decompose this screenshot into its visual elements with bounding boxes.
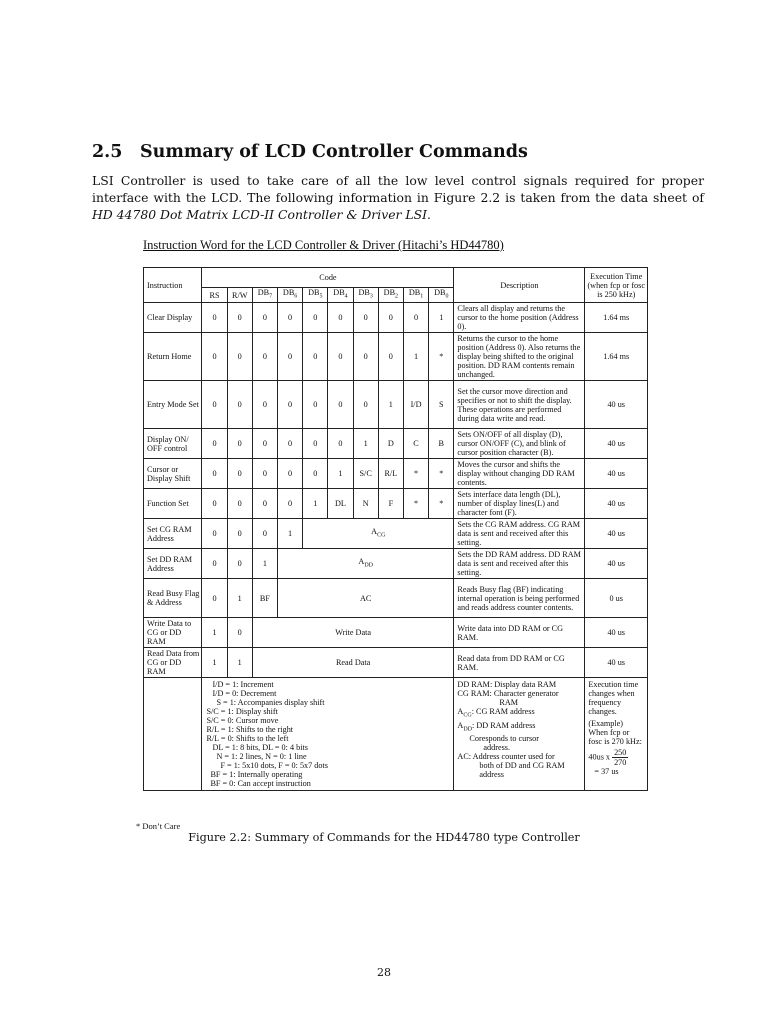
- code-cell: 0: [378, 333, 403, 381]
- abbrev-line: both of DD and CG RAM: [479, 761, 565, 771]
- address-cell: $A_{CG}$: [303, 519, 454, 549]
- code-cell: 0: [328, 333, 353, 381]
- intro-paragraph: [92, 172, 704, 223]
- code-cell: 0: [378, 303, 403, 333]
- code-cell: 0: [278, 459, 303, 489]
- exec-note-cell: [585, 678, 648, 791]
- code-cell: 0: [252, 519, 277, 549]
- legend-line: R/L = 0: Shifts to the left: [206, 734, 289, 743]
- page-number: 28: [377, 966, 391, 979]
- exec-note-line: = 37 us: [594, 767, 619, 776]
- description-cell: Sets interface data length (DL), number of display lines(L) and character font (F).: [454, 489, 585, 519]
- data-cell: Read Data: [252, 648, 454, 678]
- code-cell: S: [429, 381, 454, 429]
- code-cell: 1: [202, 648, 227, 678]
- ac-cell: AC: [278, 579, 454, 618]
- legend-line: R/L = 1: Shifts to the right: [206, 725, 294, 734]
- code-cell: 1: [403, 333, 428, 381]
- code-cell: 0: [353, 303, 378, 333]
- instruction-name: Write Data to CG or DD RAM: [144, 618, 202, 648]
- code-cell: 0: [252, 381, 277, 429]
- exec-time-cell: 40 us: [585, 459, 648, 489]
- table-row: [144, 333, 648, 381]
- exec-time-cell: 40 us: [585, 381, 648, 429]
- code-cell: 0: [278, 333, 303, 381]
- code-cell: F: [378, 489, 403, 519]
- table-row: [144, 303, 648, 333]
- code-cell: 0: [328, 381, 353, 429]
- abbrev-line: Coresponds to cursor: [469, 734, 540, 744]
- code-cell: *: [429, 489, 454, 519]
- code-cell: D: [378, 429, 403, 459]
- exec-note-line: (Example): [588, 719, 623, 728]
- header-rs: RS: [202, 288, 227, 303]
- description-cell: Moves the cursor and shifts the display without changing DD RAM contents.: [454, 459, 585, 489]
- code-cell: 0: [252, 459, 277, 489]
- code-cell: *: [429, 333, 454, 381]
- exec-time-cell: 40 us: [585, 549, 648, 579]
- legend-line: BF = 0: Can accept instruction: [210, 779, 311, 788]
- code-cell: 0: [202, 381, 227, 429]
- code-cell: 0: [202, 579, 227, 618]
- description-cell: Sets ON/OFF of all display (D), cursor ON/OFF (C), and blink of cursor position character (B).: [454, 429, 585, 459]
- exec-time-cell: 1.64 ms: [585, 303, 648, 333]
- code-cell: 1: [303, 489, 328, 519]
- abbrev-line: $A_{CG}$: CG RAM address: [457, 707, 535, 719]
- code-cell: 0: [252, 489, 277, 519]
- code-cell: S/C: [353, 459, 378, 489]
- table-row: [144, 648, 648, 678]
- code-cell: 0: [202, 549, 227, 579]
- code-cell: 0: [303, 381, 328, 429]
- code-cell: R/L: [378, 459, 403, 489]
- code-cell: 0: [227, 618, 252, 648]
- table-row: [144, 381, 648, 429]
- code-cell: 0: [278, 429, 303, 459]
- abbrev-line: address: [479, 770, 504, 780]
- instruction-name: Display ON/ OFF control: [144, 429, 202, 459]
- code-cell: 0: [227, 489, 252, 519]
- header-instruction: Instruction: [144, 268, 202, 303]
- table-row: [144, 549, 648, 579]
- code-cell: 0: [202, 519, 227, 549]
- header-db7: $DB_7$: [252, 288, 277, 303]
- header-db0: $DB_0$: [429, 288, 454, 303]
- legend-empty-cell: [144, 678, 202, 791]
- code-cell: 1: [227, 579, 252, 618]
- code-cell: 0: [252, 303, 277, 333]
- description-cell: Sets the DD RAM address. DD RAM data is sent and received after this setting.: [454, 549, 585, 579]
- legend-line: S/C = 0: Cursor move: [206, 716, 279, 725]
- header-db3: $DB_3$: [353, 288, 378, 303]
- header-db2: $DB_2$: [378, 288, 403, 303]
- section-number: 2.5: [92, 142, 123, 162]
- code-cell: 0: [227, 381, 252, 429]
- section-heading: [92, 142, 528, 162]
- code-cell: 0: [328, 429, 353, 459]
- code-cell: 0: [353, 381, 378, 429]
- legend-line: S/C = 1: Display shift: [206, 707, 278, 716]
- description-cell: Sets the CG RAM address. CG RAM data is sent and received after this setting.: [454, 519, 585, 549]
- code-cell: 0: [278, 381, 303, 429]
- code-cell: 0: [252, 429, 277, 459]
- abbrev-line: CG RAM: Character generator: [457, 689, 559, 698]
- exec-time-cell: 40 us: [585, 489, 648, 519]
- instruction-name: Function Set: [144, 489, 202, 519]
- description-cell: Returns the cursor to the home position (Address 0). Also returns the display being shifted to the original position. DD RAM contents remain unchanged.: [454, 333, 585, 381]
- code-cell: 1: [278, 519, 303, 549]
- abbrev-line: address.: [483, 743, 511, 753]
- code-cell: I/D: [403, 381, 428, 429]
- table-row: [144, 618, 648, 648]
- header-description: Description: [454, 268, 585, 303]
- code-cell: 1: [202, 618, 227, 648]
- legend-line: N = 1: 2 lines, N = 0: 1 line: [216, 752, 307, 761]
- code-cell: 0: [227, 333, 252, 381]
- code-cell: 0: [227, 519, 252, 549]
- code-cell: *: [429, 459, 454, 489]
- instruction-name: Set DD RAM Address: [144, 549, 202, 579]
- code-cell: 0: [303, 303, 328, 333]
- abbrev-line: AC: Address counter used for: [457, 752, 555, 762]
- code-cell: 1: [227, 648, 252, 678]
- description-cell: Write data into DD RAM or CG RAM.: [454, 618, 585, 648]
- legend-row: [144, 678, 648, 791]
- code-cell: 0: [202, 333, 227, 381]
- code-cell: *: [403, 489, 428, 519]
- exec-time-cell: 40 us: [585, 618, 648, 648]
- legend-line: I/D = 1: Increment: [212, 680, 274, 689]
- exec-note-line: Execution time changes when frequency changes.: [588, 680, 639, 716]
- code-cell: 0: [303, 459, 328, 489]
- code-cell: 1: [252, 549, 277, 579]
- instruction-name: Clear Display: [144, 303, 202, 333]
- code-cell: 0: [227, 549, 252, 579]
- table-row: [144, 579, 648, 618]
- exec-note-formula: 40us x $\frac{250}{270}$: [588, 748, 627, 767]
- table-row: [144, 489, 648, 519]
- code-cell: 0: [303, 429, 328, 459]
- legend-line: S = 1: Accompanies display shift: [216, 698, 325, 707]
- abbreviation-cell: [454, 678, 585, 791]
- intro-end: .: [427, 207, 431, 222]
- header-db4: $DB_4$: [328, 288, 353, 303]
- abbrev-line: DD RAM: Display data RAM: [457, 680, 557, 689]
- description-cell: Set the cursor move direction and specifies or not to shift the display. These operations are performed during data write and read.: [454, 381, 585, 429]
- instruction-name: Cursor or Display Shift: [144, 459, 202, 489]
- address-cell: $A_{DD}$: [278, 549, 454, 579]
- table-title: Instruction Word for the LCD Controller & Driver (Hitachi’s HD44780): [143, 238, 504, 252]
- code-cell: 0: [202, 489, 227, 519]
- instruction-name: Read Data from CG or DD RAM: [144, 648, 202, 678]
- code-cell: *: [403, 459, 428, 489]
- table-row: [144, 459, 648, 489]
- code-cell: 0: [252, 333, 277, 381]
- figure-caption: Figure 2.2: Summary of Commands for the HD44780 type Controller: [188, 831, 580, 844]
- abbrev-line: RAM: [499, 698, 519, 707]
- exec-time-cell: 40 us: [585, 648, 648, 678]
- legend-line: I/D = 0: Decrement: [212, 689, 277, 698]
- legend-cell: [202, 678, 454, 791]
- code-cell: 0: [202, 429, 227, 459]
- header-db1: $DB_1$: [403, 288, 428, 303]
- legend-line: F = 1: 5x10 dots, F = 0: 5x7 dots: [220, 761, 328, 770]
- data-cell: Write Data: [252, 618, 454, 648]
- instruction-name: Read Busy Flag & Address: [144, 579, 202, 618]
- code-cell: 1: [353, 429, 378, 459]
- code-cell: 0: [403, 303, 428, 333]
- intro-italic: HD 44780 Dot Matrix LCD-II Controller & Driver LSI: [92, 207, 427, 222]
- code-cell: 0: [303, 333, 328, 381]
- code-cell: 0: [202, 459, 227, 489]
- code-cell: 0: [227, 429, 252, 459]
- header-exec-time: Execution Time (when fcp or fosc is 250 kHz): [585, 268, 648, 303]
- command-table: [143, 267, 648, 791]
- code-cell: 0: [328, 303, 353, 333]
- abbrev-line: $A_{DD}$: DD RAM address: [457, 720, 536, 733]
- exec-time-cell: 0 us: [585, 579, 648, 618]
- legend-line: DL = 1: 8 bits, DL = 0: 4 bits: [212, 743, 308, 752]
- description-cell: Clears all display and returns the cursor to the home position (Address 0).: [454, 303, 585, 333]
- legend-line: BF = 1: Internally operating: [210, 770, 303, 779]
- code-cell: 0: [278, 489, 303, 519]
- description-cell: Reads Busy flag (BF) indicating internal operation is being performed and reads address counter contents.: [454, 579, 585, 618]
- code-cell: 1: [378, 381, 403, 429]
- code-cell: BF: [252, 579, 277, 618]
- description-cell: Read data from DD RAM or CG RAM.: [454, 648, 585, 678]
- code-cell: B: [429, 429, 454, 459]
- header-code: Code: [202, 268, 454, 288]
- code-cell: 1: [328, 459, 353, 489]
- header-rw: R/W: [227, 288, 252, 303]
- code-cell: 1: [429, 303, 454, 333]
- code-cell: 0: [202, 303, 227, 333]
- code-cell: 0: [227, 303, 252, 333]
- header-db6: $DB_6$: [278, 288, 303, 303]
- instruction-name: Set CG RAM Address: [144, 519, 202, 549]
- code-cell: N: [353, 489, 378, 519]
- code-cell: DL: [328, 489, 353, 519]
- exec-time-cell: 1.64 ms: [585, 333, 648, 381]
- section-title: Summary of LCD Controller Commands: [140, 142, 528, 162]
- code-cell: 0: [227, 459, 252, 489]
- exec-time-cell: 40 us: [585, 429, 648, 459]
- table-row: [144, 519, 648, 549]
- code-cell: 0: [353, 333, 378, 381]
- instruction-name: Return Home: [144, 333, 202, 381]
- header-db5: $DB_5$: [303, 288, 328, 303]
- exec-time-cell: 40 us: [585, 519, 648, 549]
- dont-care-note: * Don’t Care: [136, 821, 181, 831]
- table-row: [144, 429, 648, 459]
- intro-text: LSI Controller is used to take care of all the low level control signals required for proper interface with the LCD. The following information in Figure 2.2 is taken from the data sheet of: [92, 173, 704, 205]
- exec-note-line: When fcp or fosc is 270 kHz:: [588, 728, 642, 746]
- instruction-name: Entry Mode Set: [144, 381, 202, 429]
- code-cell: C: [403, 429, 428, 459]
- code-cell: 0: [278, 303, 303, 333]
